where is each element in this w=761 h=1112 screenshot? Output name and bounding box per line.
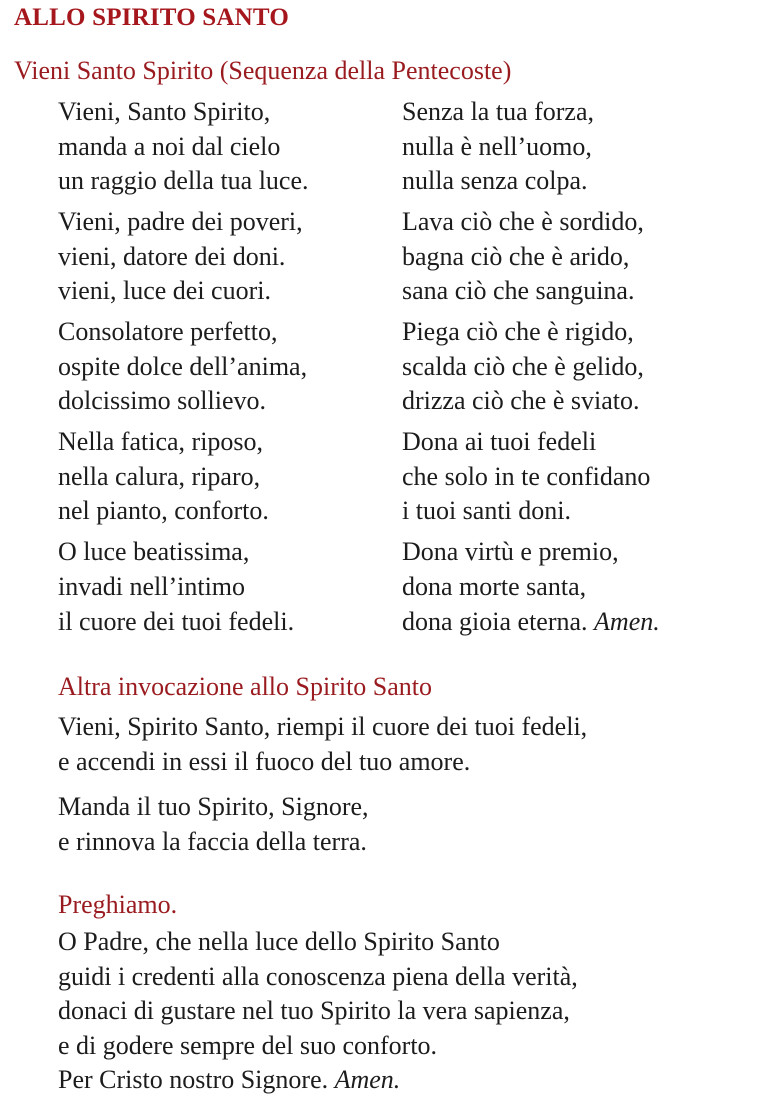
verse-line: Vieni, Spirito Santo, riempi il cuore dei tuoi fedeli, — [58, 712, 588, 741]
verse-text: dona gioia eterna. — [402, 606, 588, 636]
verse-line: nel pianto, conforto. — [58, 496, 269, 526]
prayer-line: O Padre, che nella luce dello Spirito Santo — [58, 927, 500, 956]
verse-line: ospite dolce dell’anima, — [58, 351, 308, 381]
verse-line: Senza la tua forza, — [402, 97, 595, 126]
verse-line: dolcissimo sollievo. — [58, 386, 266, 416]
prayer-line: donaci di gustare nel tuo Spirito la vera sapienza, — [58, 996, 570, 1026]
verse-line: Manda il tuo Spirito, Signore, — [58, 792, 369, 821]
prayer-text — [58, 925, 578, 1098]
verse-line: bagna ciò che è arido, — [402, 241, 630, 271]
sequence-right-column — [402, 95, 752, 645]
verse-line: scalda ciò che è gelido, — [402, 351, 644, 381]
verse-line: invadi nell’intimo — [58, 571, 246, 601]
verse-line: Dona ai tuoi fedeli — [402, 427, 597, 457]
verse-line: O luce beatissima, — [58, 537, 250, 567]
stanza — [402, 425, 752, 529]
verse-line: Nella fatica, riposo, — [58, 427, 264, 457]
verse-line: Lava ciò che è sordido, — [402, 207, 644, 237]
invocation-heading: Altra invocazione allo Spirito Santo — [58, 672, 433, 701]
verse-line: sana ciò che sanguina. — [402, 276, 635, 306]
sequence-heading: Vieni Santo Spirito (Sequenza della Pentecoste) — [14, 56, 512, 85]
verse-line: vieni, datore dei doni. — [58, 241, 286, 271]
verse-line: nulla senza colpa. — [402, 166, 588, 196]
invocation-verse-1 — [58, 710, 587, 779]
verse-line: Vieni, Santo Spirito, — [58, 97, 271, 126]
stanza — [58, 95, 388, 199]
stanza — [58, 205, 388, 309]
verse-line: manda a noi dal cielo — [58, 131, 281, 161]
verse-line: Consolatore perfetto, — [58, 317, 278, 347]
amen-text: Amen. — [594, 606, 660, 636]
verse-line: e rinnova la faccia della terra. — [58, 826, 367, 856]
verse-line: il cuore dei tuoi fedeli. — [58, 606, 295, 636]
prayer-line: guidi i credenti alla conoscenza piena della verità, — [58, 961, 578, 991]
stanza — [402, 95, 752, 199]
prayer-closing — [58, 1063, 578, 1098]
verse-line: che solo in te confidano — [402, 461, 651, 491]
prayer-heading: Preghiamo. — [58, 890, 178, 919]
verse-line: vieni, luce dei cuori. — [58, 276, 271, 306]
sequence-left-column — [58, 95, 388, 645]
verse-line: drizza ciò che è sviato. — [402, 386, 640, 416]
stanza — [58, 425, 388, 529]
verse-line: nulla è nell’uomo, — [402, 131, 592, 161]
verse-line: nella calura, riparo, — [58, 461, 261, 491]
stanza — [402, 315, 752, 419]
verse-line-final — [402, 605, 752, 640]
page-title: ALLO SPIRITO SANTO — [14, 4, 289, 31]
invocation-verse-2 — [58, 790, 369, 859]
verse-line: i tuoi santi doni. — [402, 496, 571, 526]
verse-line: Piega ciò che è rigido, — [402, 317, 634, 347]
verse-line: Dona virtù e premio, — [402, 537, 619, 567]
prayer-line: e di godere sempre del suo conforto. — [58, 1030, 438, 1060]
amen-text: Amen. — [334, 1065, 401, 1095]
stanza — [402, 535, 752, 639]
verse-line: e accendi in essi il fuoco del tuo amore. — [58, 746, 471, 776]
stanza — [402, 205, 752, 309]
stanza — [58, 535, 388, 639]
verse-line: Vieni, padre dei poveri, — [58, 207, 303, 237]
closing-text: Per Cristo nostro Signore. — [58, 1065, 329, 1095]
verse-line: dona morte santa, — [402, 571, 587, 601]
stanza — [58, 315, 388, 419]
verse-line: un raggio della tua luce. — [58, 166, 309, 196]
